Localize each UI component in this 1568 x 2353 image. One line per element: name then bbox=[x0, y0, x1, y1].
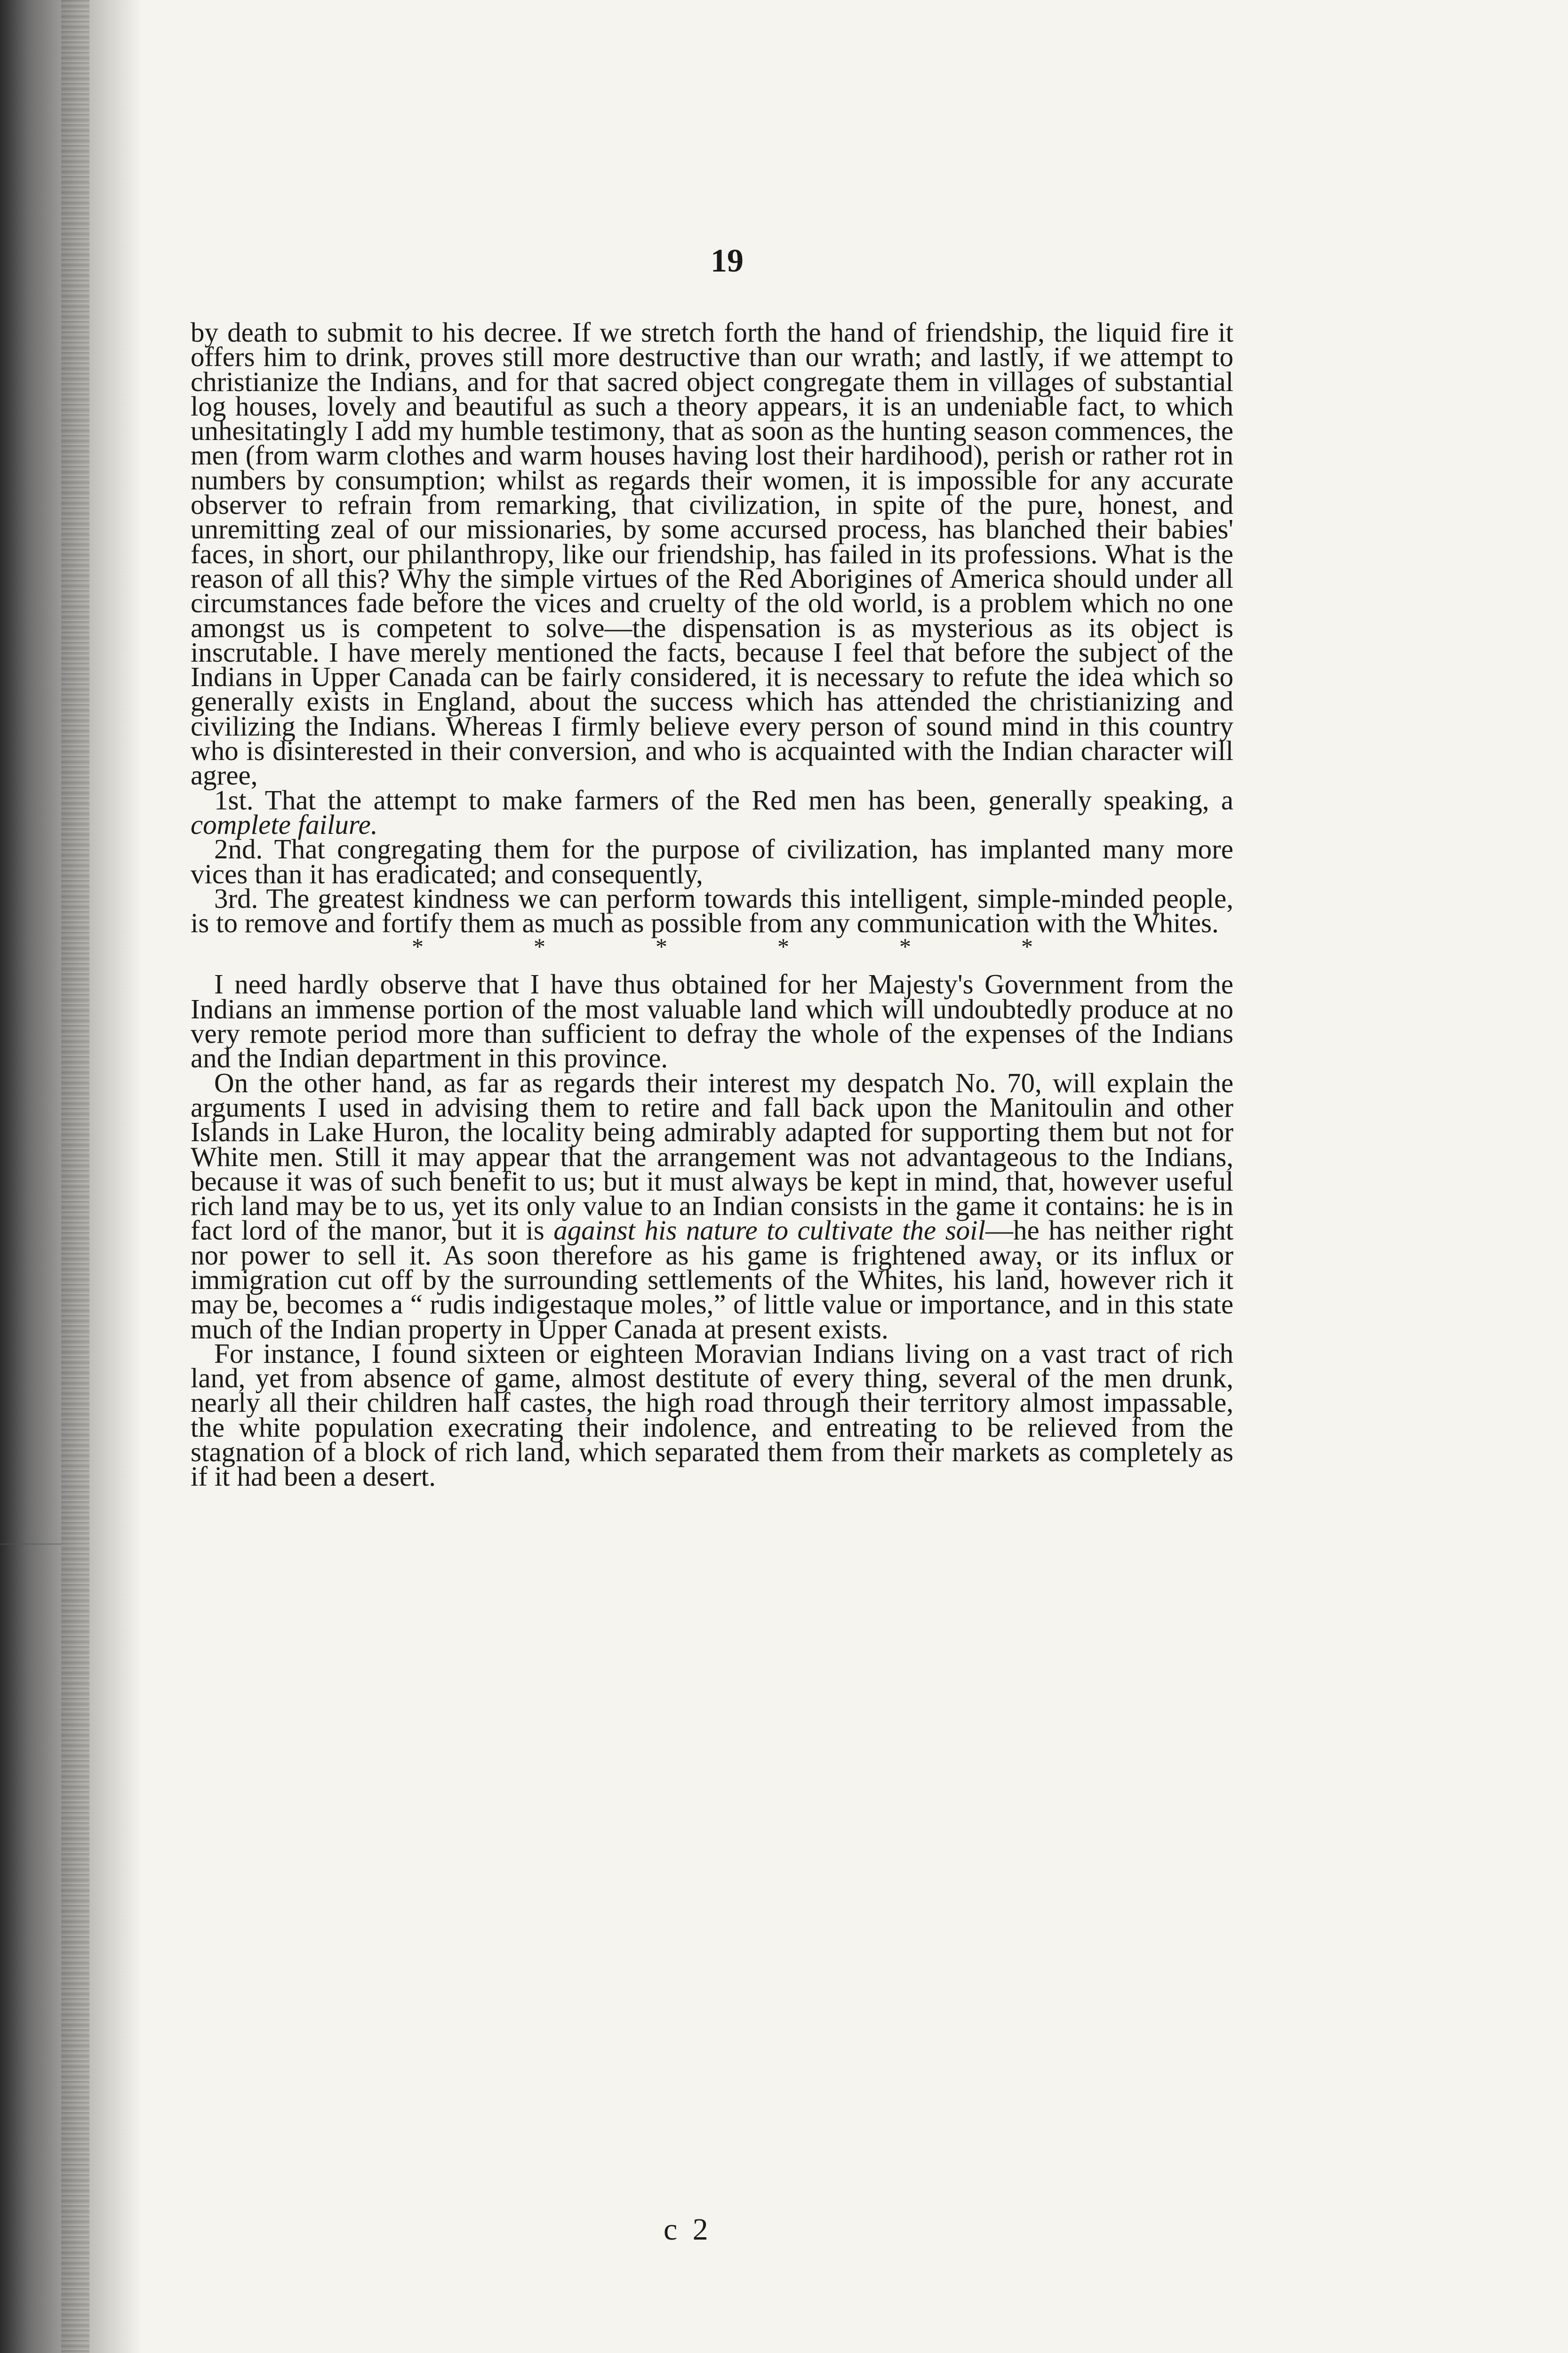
paragraph-4: For instance, I found sixteen or eighteen Moravian Indians living on a vast tract of rich land, yet from absence of game, almost destitute of every thing, several of the men drunk, nearly all their children half castes, the high road through their territory almost impassable, the white population execrating their indolence, and entreating to be relieved from the stagnation of a block of rich land, which separated them from their markets as completely as if it had been a desert. bbox=[191, 1337, 1233, 1492]
section-break-asterisms bbox=[412, 933, 1033, 960]
list-item-1 bbox=[191, 784, 1233, 840]
paragraph-3-part-b: —he has neither right nor power to sell it. As soon therefore as his game is frightened away, or its influx or immigration cut off by the surrounding settlements of the Whites, his land, however rich it may be, becomes a “ rudis indigestaque moles,” of little value or importance, and in this state much of the Indian property in Upper Canada at present exists. bbox=[191, 1215, 1234, 1345]
asterism: * bbox=[412, 933, 424, 960]
list-item-1-text: 1st. That the attempt to make farmers of the Red men has been, generally speaking, a bbox=[214, 784, 1233, 816]
body-text bbox=[191, 317, 1234, 1492]
paragraph-3 bbox=[191, 1067, 1234, 1345]
printer-signature-mark: c 2 bbox=[664, 2212, 712, 2247]
list-item-1-emphasis: complete failure. bbox=[191, 808, 378, 840]
page-number: 19 bbox=[711, 243, 744, 279]
paragraph-3-part-a: On the other hand, as far as regards their interest my despatch No. 70, will explain the arguments I used in advising them to retire and fall back upon the Manitoulin and other Islands in Lake Huron, the locality being admirably adapted for supporting them but not for White men. Still it may appear that the arrangement was not advantageous to the Indians, because it was of such benefit to us; but it must always be kept in mind, that, however useful rich land may be to us, yet its only value to an Indian consists in the game it contains: he is in fact lord of the manor, but it is bbox=[191, 1067, 1233, 1246]
list-item-3: 3rd. The greatest kindness we can perform towards this intelligent, simple-minded people, is to remove and fortify them as much as possible from any communication with the Whites. bbox=[191, 882, 1233, 939]
asterism: * bbox=[534, 933, 545, 960]
paragraph-3-emphasis: against his nature to cultivate the soil bbox=[553, 1215, 985, 1246]
list-item-2: 2nd. That congregating them for the purpose of civilization, has implanted many more vices than it has eradicated; and consequently, bbox=[191, 833, 1233, 889]
asterism: * bbox=[1021, 933, 1033, 960]
asterism: * bbox=[777, 933, 789, 960]
binding-edge-texture bbox=[61, 0, 89, 2353]
asterism: * bbox=[656, 933, 667, 960]
margin-pencil-mark bbox=[0, 1544, 61, 1545]
paragraph-2: I need hardly observe that I have thus obtained for her Majesty's Government from the Indians an immense portion of the most valuable land which will undoubtedly produce at no very remote period more than sufficient to defray the whole of the expenses of the Indians and the Indian department in this province. bbox=[191, 968, 1233, 1074]
asterism: * bbox=[899, 933, 911, 960]
paragraph-1: by death to submit to his decree. If we stretch forth the hand of friendship, the liquid fire it offers him to drink, proves still more destructive than our wrath; and lastly, if we attempt to christianize the Indians, and for that sacred object congregate them in villages of substantial log houses, lovely and beautiful as such a theory appears, it is an undeniable fact, to which unhesitatingly I add my humble testimony, that as soon as the hunting season commences, the men (from warm clothes and warm houses having lost their hardihood), perish or rather rot in numbers by consumption; whilst as regards their women, it is impossible for any accurate observer to refrain from remarking, that civilization, in spite of the pure, honest, and unremitting zeal of our missionaries, by some accursed process, has blanched their babies' faces, in short, our philanthropy, like our friendship, has failed in its professions. What is the reason of all this? Why the simple virtues of the Red Aborigines of America should under all circumstances fade before the vices and cruelty of the old world, is a problem which no one amongst us is competent to solve—the dispensation is as mysterious as its object is inscrutable. I have merely mentioned the facts, because I feel that before the subject of the Indians in Upper Canada can be fairly considered, it is necessary to refute the idea which so generally exists in England, about the success which has attended the christianizing and civilizing the Indians. Whereas I firmly believe every person of sound mind in this country who is disinterested in their conversion, and who is acquainted with the Indian character will agree, bbox=[191, 317, 1233, 791]
